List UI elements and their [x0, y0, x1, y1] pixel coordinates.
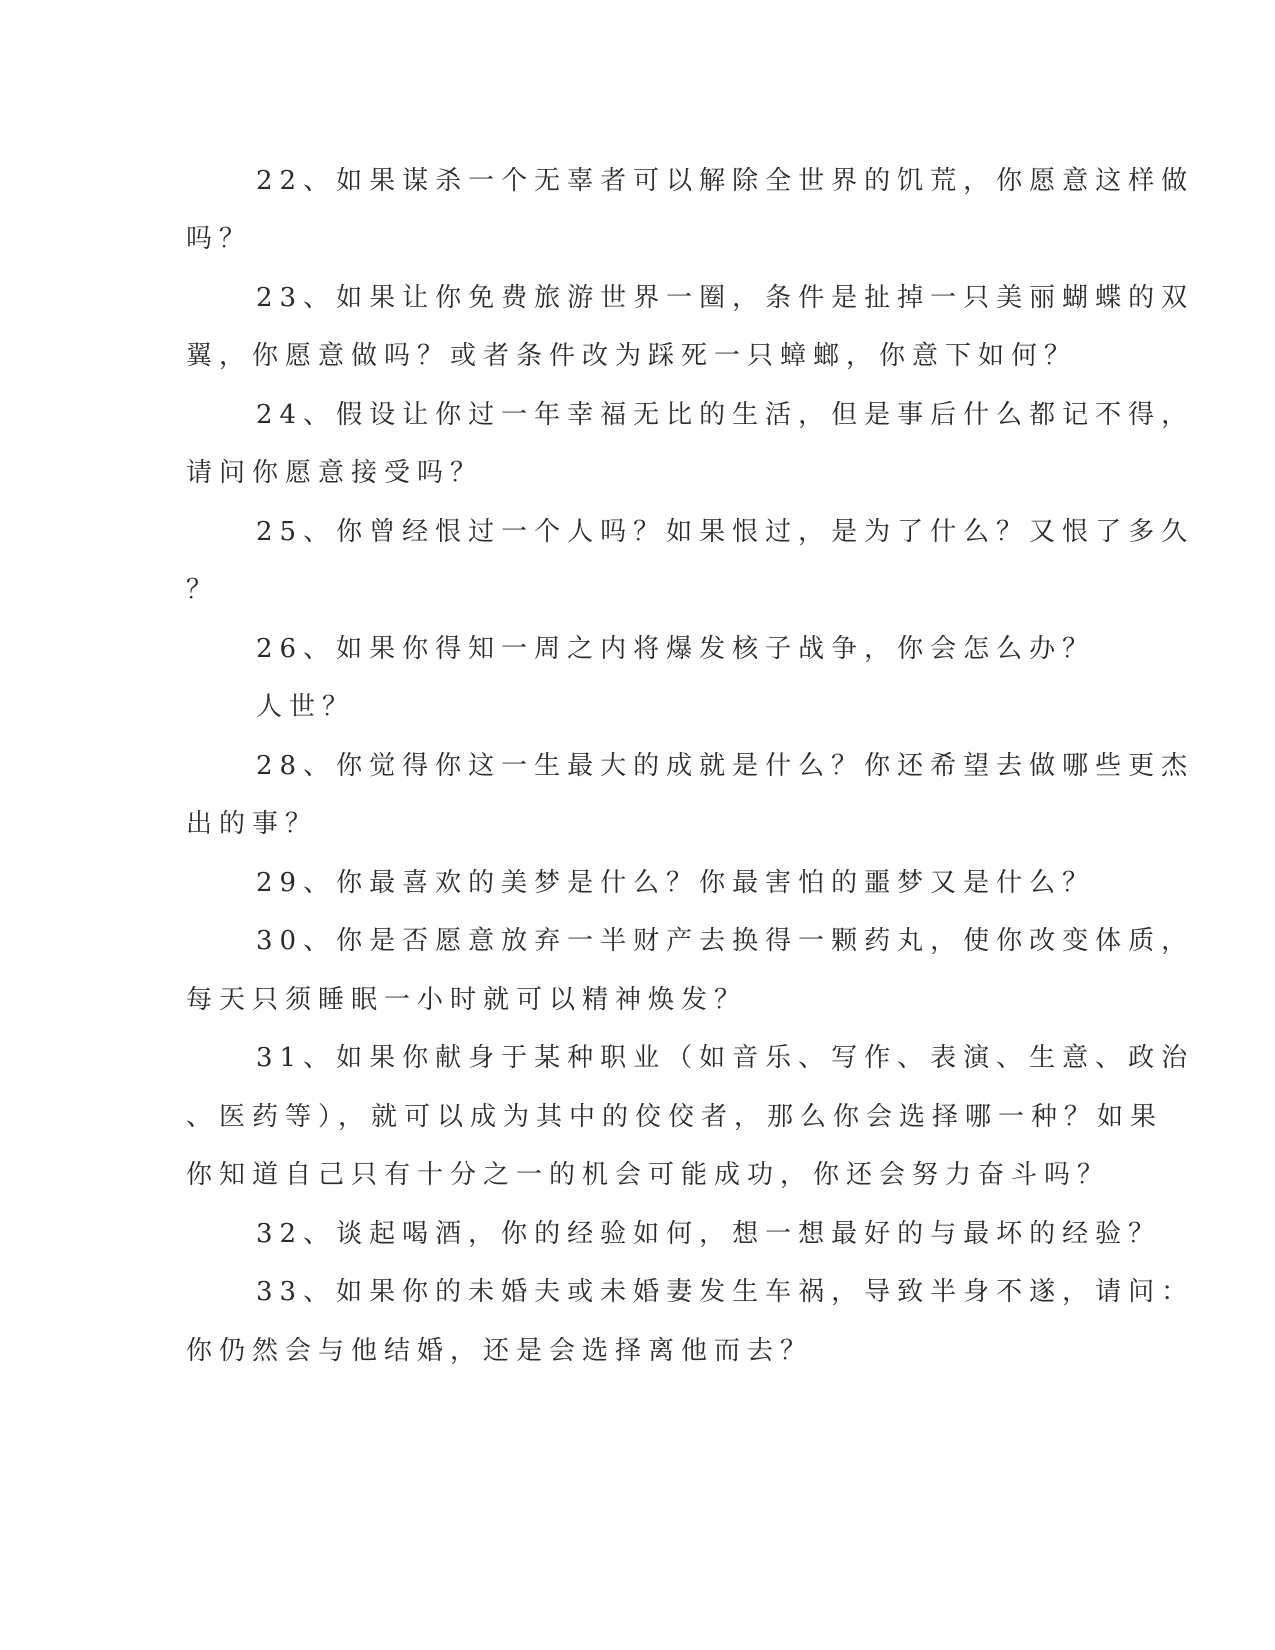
- question-24-line-2: 请问你愿意接受吗？: [186, 458, 484, 488]
- question-33-line-1: 33、如果你的未婚夫或未婚妻发生车祸，导致半身不遂，请问：: [256, 1277, 1195, 1307]
- question-26-line-1: 26、如果你得知一周之内将爆发核子战争，你会怎么办？: [256, 634, 1096, 664]
- question-22-line-2: 吗？: [186, 224, 253, 254]
- question-31-line-1: 31、如果你献身于某种职业（如音乐、写作、表演、生意、政治: [256, 1043, 1195, 1073]
- question-28-line-2: 出的事？: [186, 809, 319, 839]
- question-31-line-3: 你知道自己只有十分之一的机会可能成功，你还会努力奋斗吗？: [186, 1160, 1111, 1190]
- question-fragment-line: 人世？: [256, 692, 356, 722]
- question-31-line-2: 、医药等），就可以成为其中的佼佼者，那么你会选择哪一种？如果: [186, 1102, 1164, 1132]
- question-29-line-1: 29、你最喜欢的美梦是什么？你最害怕的噩梦又是什么？: [256, 868, 1096, 898]
- question-32-line-1: 32、谈起喝酒，你的经验如何，想一想最好的与最坏的经验？: [256, 1219, 1162, 1249]
- question-24-line-1: 24、假设让你过一年幸福无比的生活，但是事后什么都记不得，: [256, 400, 1195, 430]
- question-28-line-1: 28、你觉得你这一生最大的成就是什么？你还希望去做哪些更杰: [256, 751, 1195, 781]
- question-25-line-1: 25、你曾经恨过一个人吗？如果恨过，是为了什么？又恨了多久: [256, 517, 1195, 547]
- question-23-line-2: 翼，你愿意做吗？或者条件改为踩死一只蟑螂，你意下如何？: [186, 341, 1078, 371]
- question-33-line-2: 你仍然会与他结婚，还是会选择离他而去？: [186, 1336, 814, 1366]
- question-22-line-1: 22、如果谋杀一个无辜者可以解除全世界的饥荒，你愿意这样做: [256, 166, 1195, 196]
- question-25-line-2: ？: [186, 575, 220, 605]
- question-23-line-1: 23、如果让你免费旅游世界一圈，条件是扯掉一只美丽蝴蝶的双: [256, 283, 1195, 313]
- question-30-line-2: 每天只须睡眠一小时就可以精神焕发？: [186, 985, 748, 1015]
- question-30-line-1: 30、你是否愿意放弃一半财产去换得一颗药丸，使你改变体质，: [256, 926, 1195, 956]
